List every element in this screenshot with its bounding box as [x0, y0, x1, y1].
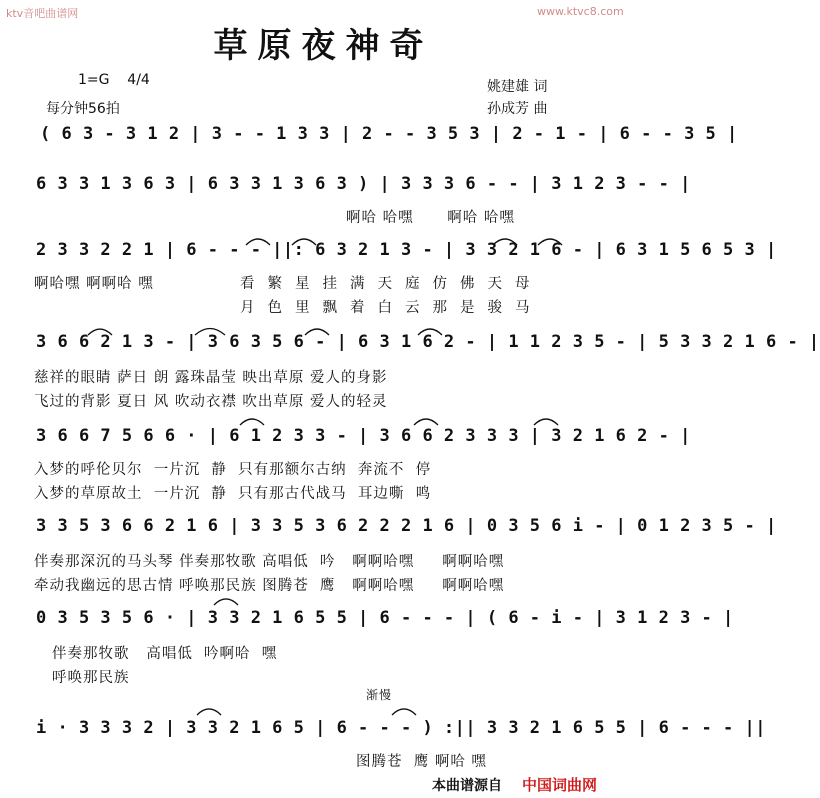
slur-arc [414, 419, 438, 425]
footer-source-label: 本曲谱源自 [432, 778, 502, 794]
composer-credit: 孙成芳 曲 [487, 101, 548, 117]
lyric-line-4a: 慈祥的眼睛 萨日 朗 露珠晶莹 映出草原 爱人的身影 [34, 370, 388, 386]
lyric-line-4b: 飞过的背影 夏日 风 吹动衣襟 吹出草原 爱人的轻灵 [34, 394, 388, 410]
notation-line-4: 3 6 6 2 1 3 - | 3 6 3 5 6 - | 6 3 1 6 2 - | 1 1 2 3 5 - | 5 3 3 2 1 6 - | [36, 332, 820, 352]
lyric-line-3b: 看繁星挂满天庭仿佛天母 [240, 276, 543, 292]
lyric-line-7a: 伴奏那牧歌 高唱低 吟啊哈 嘿 [52, 646, 278, 662]
lyric-line-8: 图腾苍 鹰 啊哈 嘿 [356, 754, 487, 770]
notation-line-3: 2 3 3 2 2 1 | 6 - - - ||: 6 3 2 1 3 - | 3 3 2 1 6 - | 6 3 1 5 6 5 3 | [36, 240, 777, 260]
notation-line-5: 3 6 6 7 5 6 6 · | 6 1 2 3 3 - | 3 6 6 2 3 3 3 | 3 2 1 6 2 - | [36, 426, 691, 446]
lyric-line-5a: 入梦的呼伦贝尔 一片沉 静 只有那额尔古纳 奔流不 停 [34, 462, 432, 478]
footer-site-link[interactable]: 中国词曲网 [522, 776, 598, 794]
slur-arc [534, 419, 558, 425]
lyric-line-3c: 月色里飘着白云那是骏马 [240, 300, 543, 316]
notation-line-8: i · 3 3 3 2 | 3 3 2 1 6 5 | 6 - - - ) :|| 3 3 2 1 6 5 5 | 6 - - - || [36, 718, 766, 738]
slur-arc [240, 419, 264, 425]
lyric-line-6b: 牵动我幽远的思古情 呼唤那民族 图腾苍 鹰 啊啊哈嘿 啊啊哈嘿 [34, 578, 505, 594]
slur-arc [197, 709, 221, 715]
notation-line-2: 6 3 3 1 3 6 3 | 6 3 3 1 3 6 3 ) | 3 3 3 6 - - | 3 1 2 3 - - | [36, 174, 691, 194]
tempo-marking: 渐慢 [366, 688, 393, 702]
song-title: 草原夜神奇 [213, 26, 434, 66]
watermark-left: ktv音吧曲谱网 [6, 7, 79, 20]
slur-arc [392, 709, 416, 715]
notation-line-6: 3 3 5 3 6 6 2 1 6 | 3 3 5 3 6 2 2 2 1 6 | 0 3 5 6 i - | 0 1 2 3 5 - | [36, 516, 777, 536]
lyric-line-2: 啊哈 哈嘿 啊哈 哈嘿 [346, 210, 515, 226]
watermark-right: www.ktvc8.com [537, 5, 624, 18]
lyric-line-5b: 入梦的草原故土 一片沉 静 只有那古代战马 耳边嘶 鸣 [34, 486, 432, 502]
lyric-line-3a: 啊哈嘿 啊啊哈 嘿 [34, 276, 154, 292]
lyric-line-6a: 伴奏那深沉的马头琴 伴奏那牧歌 高唱低 吟 啊啊哈嘿 啊啊哈嘿 [34, 554, 505, 570]
notation-line-7: 0 3 5 3 5 6 · | 3 3 2 1 6 5 5 | 6 - - - | ( 6 - i - | 3 1 2 3 - | [36, 608, 734, 628]
lyric-line-7b: 呼唤那民族 [52, 670, 130, 686]
slur-arc [214, 599, 238, 605]
notation-line-1: ( 6 3 - 3 1 2 | 3 - - 1 3 3 | 2 - - 3 5 3 | 2 - 1 - | 6 - - 3 5 | [40, 124, 738, 144]
key-signature: 1=G 4/4 [78, 72, 150, 88]
lyricist-credit: 姚建雄 词 [487, 79, 548, 95]
tempo-text: 每分钟56拍 [46, 101, 120, 117]
